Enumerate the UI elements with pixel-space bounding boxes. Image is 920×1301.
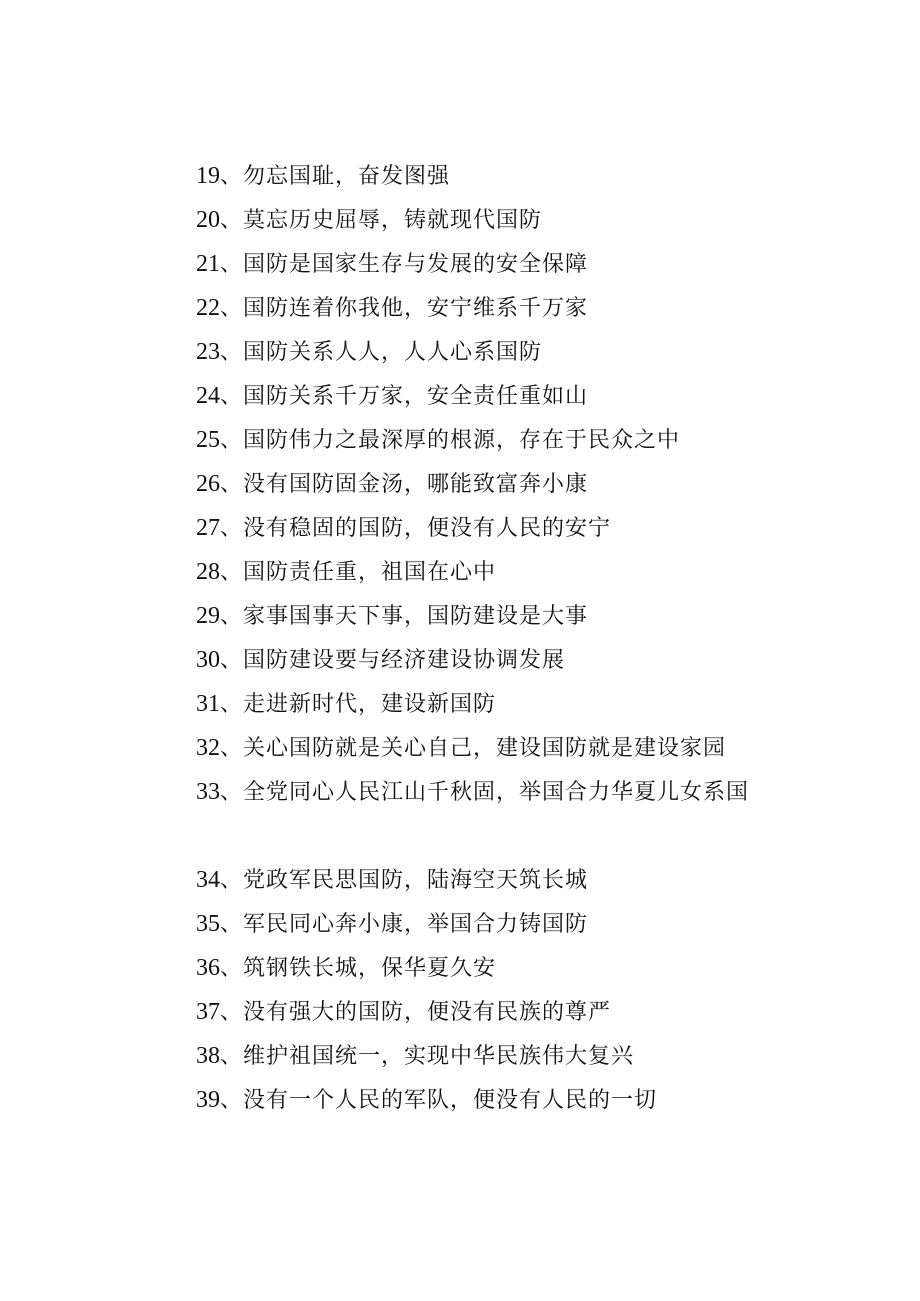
list-item [196,512,836,556]
list-item [196,864,836,908]
item-number: 29 [196,603,220,629]
item-text: 、国防关系人人，人人心系国防 [220,340,543,365]
item-text: 、全党同心人民江山千秋固，举国合力华夏儿女系国 [220,780,750,805]
list-item [196,1040,836,1084]
item-number: 19 [196,163,220,189]
list-item [196,292,836,336]
item-text: 、没有稳固的国防，便没有人民的安宁 [220,516,612,541]
item-text: 、没有一个人民的军队，便没有人民的一切 [220,1088,658,1113]
item-text: 、军民同心奔小康，举国合力铸国防 [220,912,589,937]
item-text: 、国防责任重，祖国在心中 [220,560,497,585]
item-number: 34 [196,867,220,893]
list-item [196,600,836,644]
item-text: 、党政军民思国防，陆海空天筑长城 [220,868,589,893]
item-number: 25 [196,427,220,453]
list-item [196,996,836,1040]
list-item [196,160,836,204]
item-number: 37 [196,999,220,1025]
list-item [196,556,836,600]
list-item [196,908,836,952]
slogan-list-part-2 [196,864,836,1128]
item-text: 、没有强大的国防，便没有民族的尊严 [220,1000,612,1025]
item-number: 31 [196,691,220,717]
list-item [196,644,836,688]
item-text: 、走进新时代，建设新国防 [220,692,497,717]
item-text: 、没有国防固金汤，哪能致富奔小康 [220,472,589,497]
item-text: 、筑钢铁长城，保华夏久安 [220,956,497,981]
item-number: 33 [196,779,220,805]
item-number: 35 [196,911,220,937]
item-number: 39 [196,1087,220,1113]
list-item [196,468,836,512]
item-text: 、关心国防就是关心自己，建设国防就是建设家园 [220,736,727,761]
item-text: 、国防连着你我他，安宁维系千万家 [220,296,589,321]
item-text: 、国防关系千万家，安全责任重如山 [220,384,589,409]
item-number: 36 [196,955,220,981]
item-number: 30 [196,647,220,673]
slogan-list-part-1 [196,160,836,820]
list-item [196,732,836,776]
item-text: 、莫忘历史屈辱，铸就现代国防 [220,208,543,233]
item-text: 、国防建设要与经济建设协调发展 [220,648,566,673]
item-number: 21 [196,251,220,277]
item-number: 28 [196,559,220,585]
item-text: 、国防伟力之最深厚的根源，存在于民众之中 [220,428,681,453]
item-text: 、勿忘国耻，奋发图强 [220,164,451,189]
item-number: 20 [196,207,220,233]
list-item [196,204,836,248]
list-item [196,248,836,292]
item-number: 26 [196,471,220,497]
item-text: 、维护祖国统一，实现中华民族伟大复兴 [220,1044,635,1069]
item-text: 、家事国事天下事，国防建设是大事 [220,604,589,629]
list-item [196,688,836,732]
list-item [196,336,836,380]
item-number: 22 [196,295,220,321]
item-number: 32 [196,735,220,761]
list-item [196,424,836,468]
item-number: 27 [196,515,220,541]
list-item [196,776,836,820]
list-item [196,1084,836,1128]
item-text: 、国防是国家生存与发展的安全保障 [220,252,589,277]
item-number: 38 [196,1043,220,1069]
item-number: 23 [196,339,220,365]
list-item [196,380,836,424]
item-number: 24 [196,383,220,409]
list-item [196,952,836,996]
